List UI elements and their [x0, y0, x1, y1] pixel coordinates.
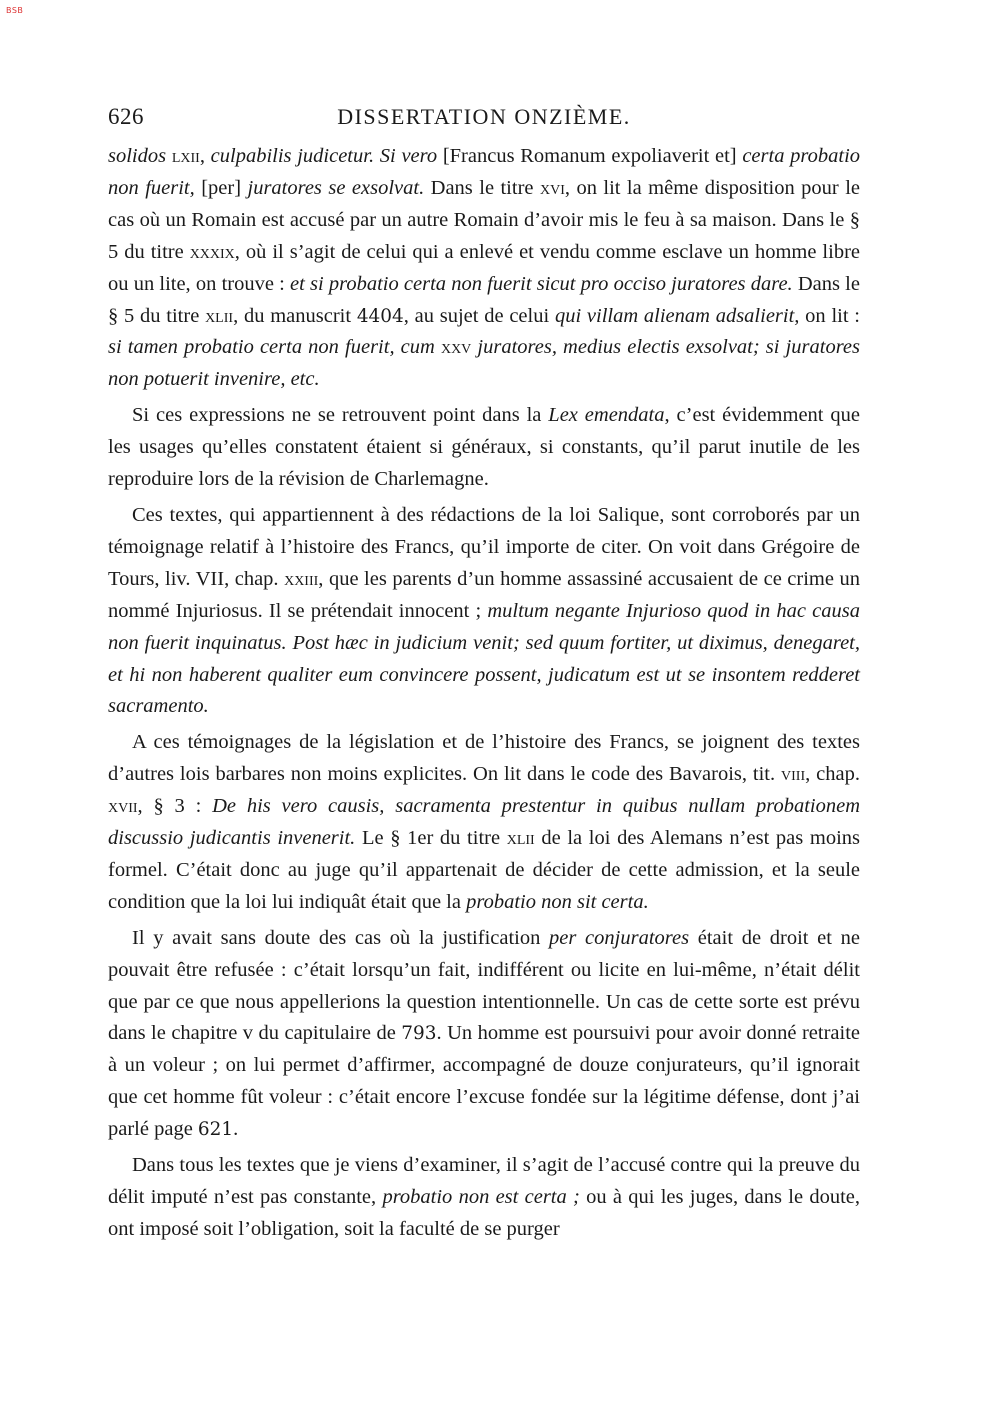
- text-run: Dans tous les textes que je viens d’examiner, il s’agit de l’accusé contre qui la preuve du délit imputé n’est pas constante,: [108, 1154, 860, 1208]
- text-run: . Un homme est poursuivi pour avoir donné retraite à un voleur ; on lui permet d’affirmer, accompagné de douze conjurateurs, qu’il ignorait que cet homme fût voleur : c’était encore l’excuse fondée sur la légitime défense, dont j’ai parlé page: [108, 1022, 860, 1141]
- text-run: A ces témoignages de la législation et de l’histoire des Francs, se joignent des textes d’autres lois barbares non moins explicites. On lit dans le code des Bavarois, tit.: [108, 731, 860, 786]
- text-run: , où il s’agit de celui qui a enlevé et vendu comme esclave un homme libre ou un lite, on trouve :: [108, 240, 860, 295]
- text-run: ,: [199, 145, 211, 167]
- text-run: xlii: [506, 828, 535, 850]
- paragraph-4: [108, 727, 860, 918]
- text-run: , c’est évidemment que les usages qu’elles constatent étaient si généraux, si constants, qu’il parut inutile de les reproduire lors de la révision de Charlemagne.: [108, 404, 860, 491]
- page-body: [108, 141, 860, 1250]
- text-run: 621: [197, 1119, 234, 1141]
- text-run: 4404: [356, 305, 404, 327]
- text-run: , que les parents d’un homme assassiné accusaient de ce crime un nommé Injuriosus. Il se prétendait innocent ;: [108, 567, 860, 622]
- text-run: culpabilis judicetur. Si vero: [210, 145, 443, 167]
- paragraph-1: [108, 141, 860, 396]
- text-run: , du manuscrit: [233, 304, 357, 327]
- text-run: de la loi des Alemans n’est pas moins formel. C’était donc au juge qu’il appartenait de décider de cette admission, et la seule condition que la loi lui indiquât était que la: [108, 827, 860, 913]
- text-run: .: [233, 1118, 239, 1141]
- text-run: probatio non sit certa.: [466, 890, 649, 913]
- text-run: on lit :: [799, 304, 860, 327]
- text-run: multum negante Injurioso quod in hac causa non fuerit inquinatus. Post hæc in judicium venit; sed quum fortiter, ut diximus, denegaret, et hi non haberent qualiter eum convincere possent, judicatum est ut se insontem redderet sacramento.: [108, 599, 860, 718]
- paragraph-2: [108, 400, 860, 496]
- library-watermark: BSB: [6, 6, 24, 15]
- text-run: était de droit et ne pouvait être refusée : c’était lorsqu’un fait, indifférent ou licite en lui-même, n’était délit que par ce que nous appellerions la question intentionnelle. Un cas de cette sorte est prévu dans le chapitre v du capitulaire de: [108, 926, 861, 1045]
- text-run: viii: [781, 764, 806, 786]
- text-run: juratores se exsolvat.: [247, 176, 425, 199]
- text-run: De his vero causis, sacramenta prestentur in quibus nullam probationem discussio judicantis invenerit.: [108, 795, 860, 850]
- text-run: juratores, medius electis exsolvat; si juratores non potuerit invenire, etc.: [108, 336, 860, 391]
- text-run: xxv: [440, 337, 472, 359]
- text-run: [Francus Romanum expoliaverit et]: [442, 145, 743, 167]
- text-run: si tamen probatio certa non fuerit, cum: [108, 336, 441, 359]
- text-run: ou à qui les juges, dans le doute, ont imposé soit l’obligation, soit la faculté de se purger: [108, 1186, 860, 1240]
- text-run: , on lit la même disposition pour le cas où un Romain est accusé par un autre Romain d’avoir mis le feu à sa maison. Dans le § 5 du titre: [108, 176, 860, 263]
- text-run: per conjuratores: [549, 926, 690, 949]
- text-run: Ces textes, qui appartiennent à des rédactions de la loi Salique, sont corroborés par un témoignage relatif à l’histoire des Francs, qu’il importe de citer. On voit dans Grégoire de Tours, liv. VII, chap.: [108, 503, 860, 590]
- text-run: Si ces expressions ne se retrouvent point dans la: [132, 404, 549, 427]
- page-header: [108, 104, 860, 134]
- text-run: Dans le § 5 du titre: [108, 272, 860, 327]
- text-run: xxiii: [284, 568, 319, 590]
- text-run: Le § 1er du titre: [355, 827, 507, 850]
- text-run: Lex emendata: [548, 404, 665, 427]
- text-run: qui villam alienam adsalierit,: [554, 304, 800, 327]
- text-run: xvi: [539, 177, 565, 199]
- paragraph-5: [108, 923, 860, 1146]
- text-run: , au sujet de celui: [403, 304, 555, 327]
- text-run: et si probatio certa non fuerit sicut pro occiso juratores dare.: [290, 272, 793, 295]
- text-run: certa probatio non fuerit,: [108, 145, 861, 199]
- text-run: 793: [401, 1023, 437, 1045]
- text-run: solidos: [108, 145, 172, 167]
- text-run: Dans le titre: [424, 176, 540, 199]
- paragraph-3: [108, 500, 860, 723]
- text-run: probatio non est certa ;: [382, 1186, 580, 1208]
- paragraph-6: [108, 1150, 860, 1246]
- text-run: xxxix: [189, 241, 235, 263]
- running-title: DISSERTATION ONZIÈME.: [337, 104, 631, 129]
- text-run: [per]: [201, 176, 248, 199]
- text-run: , § 3 :: [137, 795, 213, 818]
- text-run: lxii: [171, 146, 200, 167]
- text-run: xvii: [108, 796, 138, 818]
- text-run: , chap.: [805, 763, 860, 786]
- text-run: xlii: [205, 305, 234, 327]
- page-number: 626: [108, 104, 144, 129]
- text-run: Il y avait sans doute des cas où la justification: [132, 926, 550, 949]
